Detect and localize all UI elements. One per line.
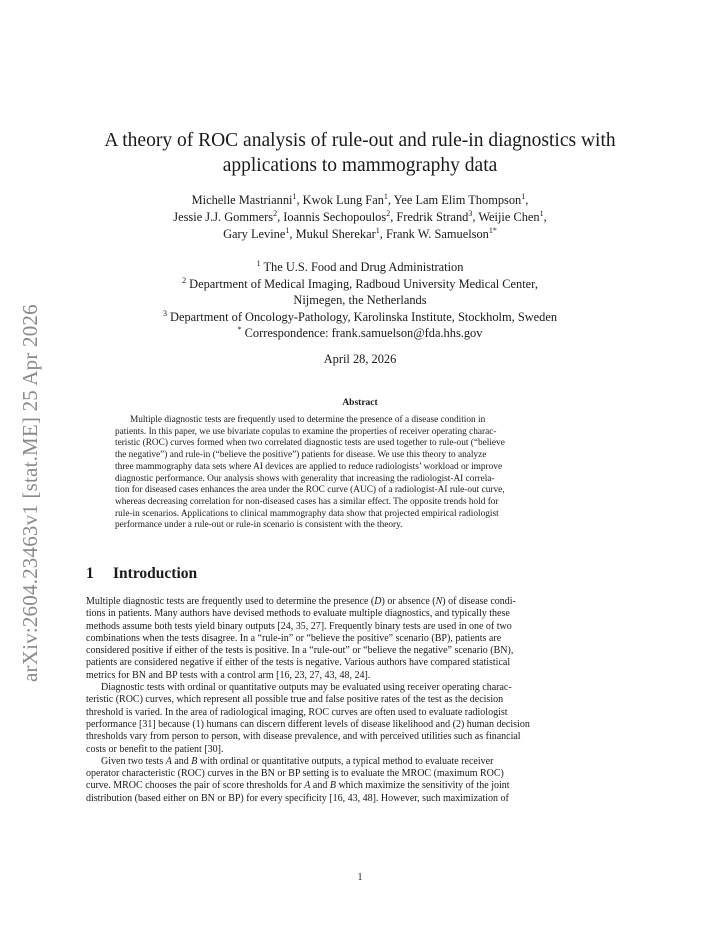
paragraph-line: tions in patients. Many authors have devised methods to evaluate multiple diagnostics, and typically these (86, 608, 510, 620)
affiliation-line (100, 276, 620, 293)
author-name: Ioannis Sechopoulos (283, 210, 387, 224)
paragraph-line: thresholds vary from person to person, with disease prevalence, and with perceived utilities such as financial (86, 731, 521, 743)
paragraph-line: patients are considered negative if either of the tests is negative. Various authors have compared statistical (86, 657, 511, 669)
author-line: Jessie J.J. Gommers$^2$, Ioannis Sechopoulos$^2$, Fredrik Strand$^3$, Weijie Chen$^1$, (173, 209, 547, 224)
author-affiliation-marker: 1 (539, 209, 544, 218)
affiliation-line (100, 259, 620, 276)
author-affiliation-marker: 1 (521, 192, 526, 201)
title-line: A theory of ROC analysis of rule-out and rule-in diagnostics with (104, 130, 616, 151)
paragraph-line: metrics for BN and BP tests with a control arm [16, 23, 27, 43, 48, 24]. (86, 669, 371, 681)
author-name: Yee Lam Elim Thompson (393, 193, 522, 207)
author-line: Gary Levine$^1$, Mukul Sherekar$^1$, Frank W. Samuelson$^{1*}$ (223, 226, 497, 241)
author-affiliation-marker: 3 (468, 209, 473, 218)
abstract-body (115, 415, 607, 532)
affiliation-line (100, 309, 620, 326)
affiliation-marker: 2 (182, 275, 187, 285)
abstract-line: teristic (ROC) curves formed when two correlated diagnostic tests are used together to rule-out (“believe (115, 438, 505, 449)
paragraph-line: methods assume both tests yield binary outputs [24, 35, 27]. Frequently binary tests are used in one of two (86, 620, 512, 632)
affiliation-line (100, 292, 620, 309)
author-affiliation-marker: 1 (285, 226, 290, 235)
affiliation-list (100, 259, 620, 342)
author-affiliation-marker: 1 (383, 192, 388, 201)
author-affiliation-marker: 2 (273, 209, 278, 218)
affiliation-text: Correspondence: frank.samuelson@fda.hhs.gov (241, 326, 483, 340)
abstract-line: diagnostic performance. Our analysis shows with generality that increasing the radiologist-AI correla- (115, 473, 495, 484)
abstract-heading: Abstract (342, 398, 378, 408)
abstract-line: three mammography data sets where AI devices are applied to reduce radiologists’ workload or improve (115, 461, 503, 472)
author-name: Fredrik Strand (396, 210, 469, 224)
introduction-body (86, 596, 638, 805)
abstract-line: performance under a rule-out or rule-in scenario is consistent with the theory. (115, 520, 403, 531)
affiliation-text: Department of Medical Imaging, Radboud University Medical Center, (186, 276, 538, 291)
affiliation-marker: 3 (162, 308, 167, 318)
author-line: Michelle Mastrianni$^1$, Kwok Lung Fan$^1$, Yee Lam Elim Thompson$^1$, (191, 192, 529, 207)
affiliation-text: The U.S. Food and Drug Administration (260, 260, 464, 274)
abstract-line: the negative”) and rule-in (“believe the positive”) patients for disease. We use this theory to analyze (115, 450, 487, 461)
affiliation-marker: 1 (256, 259, 261, 268)
paragraph-line: considered positive if either of the tests is positive. In a “rule-out” or “believe the negative” scenario (BN), (86, 645, 514, 657)
paragraph-line: threshold is varied. In the area of radiological imaging, ROC curves are often used to evaluate radiologist (86, 706, 508, 718)
section-heading (86, 565, 486, 583)
paragraph-line: Diagnostic tests with ordinal or quantitative outputs may be evaluated using receiver operating charac- (101, 682, 512, 694)
paragraph-line: Multiple diagnostic tests are frequently used to determine the presence (D) or absence (N) of disease condi- (86, 596, 516, 607)
paragraph-line: curve. MROC chooses the pair of score thresholds for A and B which maximize the sensitivity of the joint (86, 780, 510, 792)
publication-date: April 28, 2026 (323, 352, 397, 366)
page-number: 1 (357, 872, 363, 883)
author-affiliation-marker: 1 (375, 226, 380, 235)
paragraph-line: performance [31] because (1) humans can discern different levels of disease likelihood and (2) human decision (86, 718, 530, 730)
arxiv-identifier-stamp[interactable]: arXiv:2604.23463v1 [stat.ME] 25 Apr 2026 (18, 304, 42, 682)
abstract-line: Multiple diagnostic tests are frequently used to determine the presence of a disease condition in (130, 415, 486, 425)
section-title: Introduction (113, 565, 198, 582)
section-number: 1 (86, 565, 94, 582)
affiliation-marker: * (237, 325, 242, 334)
paper-title (80, 128, 640, 178)
abstract-line: whereas decreasing correlation for non-diseased cases has a similar effect. The opposite trends hold for (115, 496, 499, 507)
author-affiliation-marker: 2 (386, 209, 391, 218)
affiliation-text: Nijmegen, the Netherlands (293, 293, 427, 307)
paragraph-line: distribution (based either on BN or BP) for every specificity [16, 43, 48]. However, such maximization of (86, 792, 509, 804)
title-line: applications to mammography data (222, 155, 498, 176)
abstract-line: tion for diseased cases enhances the area under the ROC curve (AUC) of a radiologist-AI rule-out curve, (115, 485, 505, 496)
paragraph-line: costs or benefit to the patient [30]. (86, 743, 224, 755)
paragraph-line: Given two tests A and B with ordinal or quantitative outputs, a typical method to evaluate receiver (101, 755, 494, 767)
author-affiliation-marker: 1* (488, 226, 497, 235)
author-name: Frank W. Samuelson (385, 227, 489, 241)
paragraph-line: combinations when the tests disagree. In a “rule-in” or “believe the positive” scenario (BP), patients are (86, 632, 502, 644)
affiliation-line (100, 325, 620, 342)
author-name: Mukul Sherekar (295, 227, 376, 241)
author-name: Jessie J.J. Gommers (173, 210, 274, 224)
author-name: Kwok Lung Fan (302, 193, 384, 207)
author-name: Michelle Mastrianni (191, 193, 293, 207)
author-name: Gary Levine (223, 227, 286, 241)
abstract-line: rule-in scenarios. Applications to clinical mammography data show that projected empirical radiologist (115, 508, 499, 519)
author-affiliation-marker: 1 (292, 192, 297, 201)
paragraph-line: teristic (ROC) curves, which represent all possible true and false positive rates of the test as the decision (86, 694, 504, 706)
author-list (100, 192, 620, 243)
abstract-line: patients. In this paper, we use bivariate copulas to examine the properties of receiver operating charac- (115, 426, 497, 437)
paragraph-line: operator characteristic (ROC) curves in the BN or BP setting is to evaluate the MROC (maximum ROC) (86, 768, 504, 780)
affiliation-text: Department of Oncology-Pathology, Karolinska Institute, Stockholm, Sweden (166, 309, 558, 324)
author-name: Weijie Chen (478, 210, 540, 224)
